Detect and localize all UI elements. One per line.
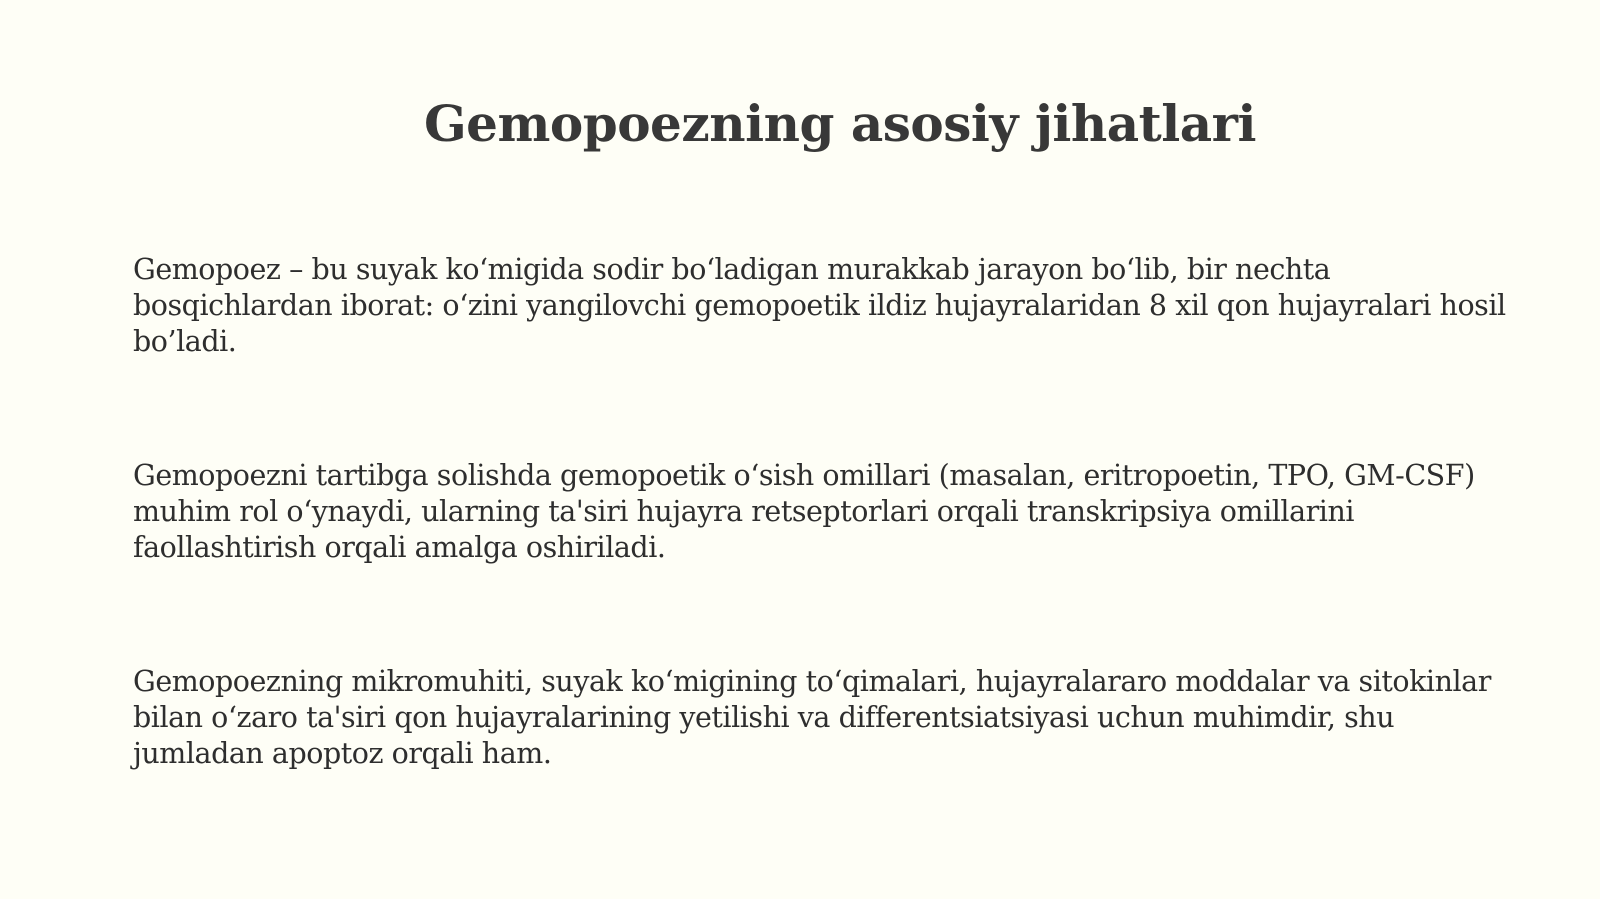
slide-content xyxy=(133,252,1533,772)
paragraph-1: Gemopoez – bu suyak ko‘migida sodir bo‘ladigan murakkab jarayon bo‘lib, bir nechta bosqichlardan iborat: o‘zini yangilovchi gemopoetik ildiz hujayralaridan 8 xil qon hujayralari hosil bo’ladi. xyxy=(133,253,1506,358)
paragraph-3: Gemopoezning mikromuhiti, suyak ko‘migining to‘qimalari, hujayralararo moddalar va sitokinlar bilan o‘zaro ta'siri qon hujayralarining yetilishi va differentsiatsiyasi uchun muhimdir, shu jumladan apoptoz orqali ham. xyxy=(133,665,1491,770)
paragraph-2: Gemopoezni tartibga solishda gemopoetik o‘sish omillari (masalan, eritropoetin, TPO, GM-CSF) muhim rol o‘ynaydi, ularning ta'siri hujayra retseptorlari orqali transkripsiya omillarini faollashtirish orqali amalga oshiriladi. xyxy=(133,459,1475,564)
slide-title: Gemopoezning asosiy jihatlari xyxy=(423,93,1256,153)
